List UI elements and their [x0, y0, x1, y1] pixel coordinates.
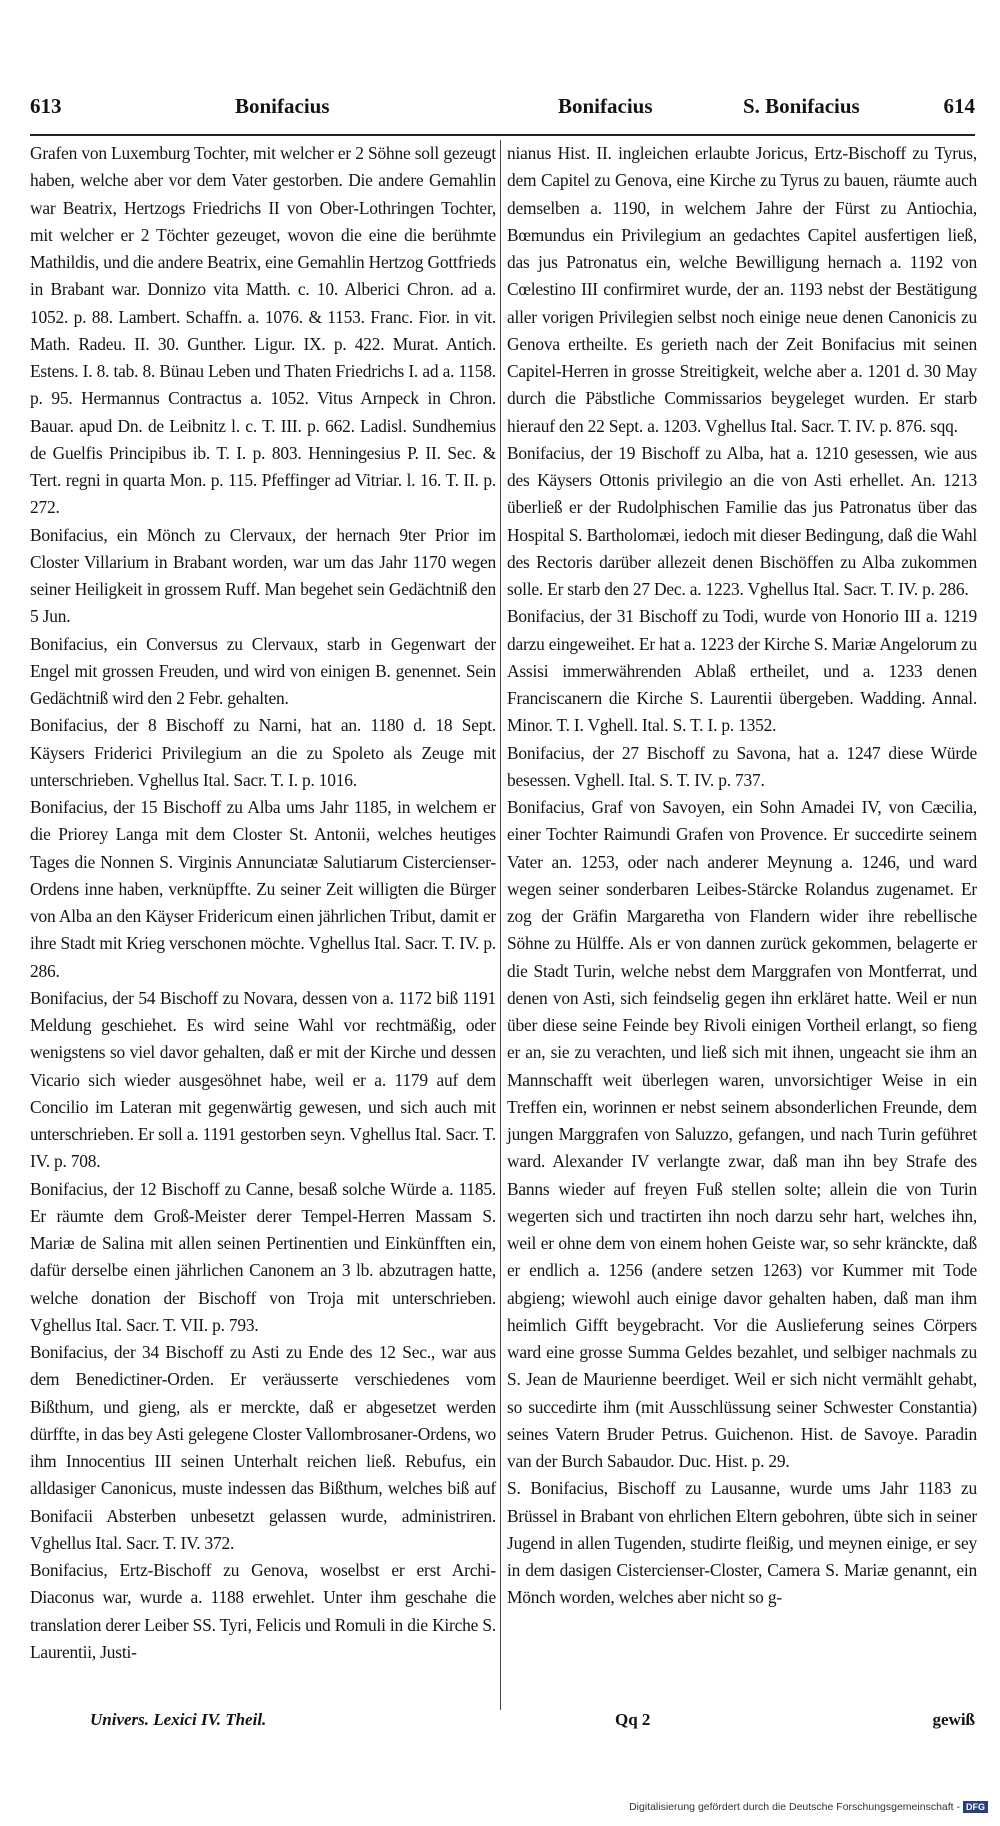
- entry-paragraph: S. Bonifacius, Bischoff zu Lausanne, wurde ums Jahr 1183 zu Brüssel in Brabant von ehrlichen Eltern gebohren, übte sich in seiner Jugend in allen Tugenden, studirte fleißig, und meynen einige, er sey in dem dasigen Cistercienser-Closter, Camera S. Mariæ genannt, ein Mönch worden, welches aber nicht so g-: [507, 1478, 977, 1608]
- entry-paragraph: Bonifacius, der 8 Bischoff zu Narni, hat an. 1180 d. 18 Sept. Käysers Friderici Privilegium an die zu Spoleto als Zeuge mit unterschrieben. Vghellus Ital. Sacr. T. I. p. 1016.: [30, 715, 496, 790]
- page-number-left: 613: [30, 94, 62, 118]
- catchword: gewiß: [932, 1710, 975, 1729]
- entry-paragraph: Bonifacius, ein Mönch zu Clervaux, der hernach 9ter Prior im Closter Villarium in Brabant worden, war um das Jahr 1170 wegen seiner Heiligkeit in grossem Ruff. Man begehet sein Gedächtniß den 5 Jun.: [30, 524, 496, 627]
- header-rule: [30, 134, 975, 136]
- entry-paragraph: Grafen von Luxemburg Tochter, mit welcher er 2 Söhne soll gezeugt haben, welche aber vor dem Vater gestorben. Die andere Gemahlin war Beatrix, Hertzogs Friedrichs II von Ober-Lothringen Tochter, mit welcher er 2 Töchter gezeuget, wovon die eine die berühmte Mathildis, und die andere Beatrix, eine Gemahlin Hertzog Gottfrieds in Brabant war. Donnizo vita Matth. c. 10. Alberici Chron. ad a. 1052. p. 88. Lambert. Schaffn. a. 1076. & 1153. Franc. Fior. in vit. Math. Radeu. II. 30. Gunther. Ligur. IX. p. 422. Murat. Antich. Estens. I. 8. tab. 8. Bünau Leben und Thaten Friedrichs I. ad a. 1158. p. 95. Hermannus Contractus a. 1052. Vitus Arnpeck in Chron. Bauar. apud Dn. de Leibnitz l. c. T. III. p. 662. Ladisl. Sundhemius de Guelfis Principibus ib. T. I. p. 803. Henningesius P. II. Sec. & Tert. regni in quarta Mon. p. 115. Pfeffinger ad Vitriar. l. 16. T. II. p. 272.: [30, 143, 496, 518]
- running-title-right: S. Bonifacius: [743, 94, 860, 118]
- entry-paragraph: Bonifacius, der 15 Bischoff zu Alba ums Jahr 1185, in welchem er die Priorey Langa mit dem Closter St. Antonii, welches heutiges Tages die Nonnen S. Virginis Annunciatæ Salutiarum Cistercienser-Ordens inne haben, verknüpffte. Zu seiner Zeit willigten die Bürger von Alba an den Käyser Fridericum einen jährlichen Tribut, damit er ihre Stadt mit Krieg verschonen möchte. Vghellus Ital. Sacr. T. IV. p. 286.: [30, 797, 496, 981]
- footer-text: Digitalisierung gefördert durch die Deutsche Forschungsgemeinschaft -: [629, 1801, 960, 1813]
- entry-paragraph: Bonifacius, Graf von Savoyen, ein Sohn Amadei IV, von Cæcilia, einer Tochter Raimundi Grafen von Provence. Er succedirte seinem Vater an. 1253, oder nach anderer Meynung a. 1246, und ward wegen seiner sonderbaren Leibes-Stärcke Rolandus zugenamet. Er zog der Gräfin Margaretha von Flandern wider ihre rebellische Söhne zu Hülffe. Als er von dannen zurück gekommen, belagerte er die Stadt Turin, welche nebst dem Marggrafen von Montferrat, und denen von Asti, sich feindselig gegen ihn erkläret hatte. Weil er nun über diese seine Feinde bey Rivoli einigen Vortheil erlangt, so fieng er an, sie zu verachten, und ließ sich mit ihnen, ungeacht sie ihm an Mannschafft weit überlegen waren, unvorsichtiger Weise in ein Treffen ein, worinnen er nebst seinem absonderlichen Freunde, dem jungen Marggrafen von Saluzzo, gefangen, und nach Turin geführet ward. Alexander IV verlangte zwar, daß man ihn bey Strafe des Banns wieder auf freyen Fuß stellen solte; allein die von Turin wegerten sich und tractirten ihn noch darzu sehr hart, welches ihn, weil er ohne dem von einem hohen Geiste war, so sehr kränckte, daß er endlich a. 1256 (andere setzen 1263) vor Kummer mit Tode abgieng; wiewohl auch einige davor gehalten haben, daß man ihm heimlich Gifft beygebracht. Vor die Auslieferung seines Cörpers ward eine grosse Summa Geldes bezahlet, und selbiger nachmals zu S. Jean de Maurienne beerdiget. Weil er sich nicht vermählt gehabt, so succedirte ihm (mit Ausschlüssung seiner Schwester Constantia) seines Vatern Bruder Petrus. Guichenon. Hist. de Savoye. Paradin van der Burch Sabaudor. Duc. Hist. p. 29.: [507, 797, 977, 1471]
- entry-paragraph: Bonifacius, Ertz-Bischoff zu Genova, woselbst er erst Archi-Diaconus war, wurde a. 1188 erwehlet. Unter ihm geschahe die translation derer Leiber SS. Tyri, Felicis und Romuli in die Kirche S. Laurentii, Justi-: [30, 1560, 496, 1662]
- entry-paragraph: Bonifacius, ein Conversus zu Clervaux, starb in Gegenwart der Engel mit grossen Freuden, und wird von einigen B. genennet. Sein Gedächtniß wird den 2 Febr. gehalten.: [30, 633, 496, 708]
- catchline: [30, 1710, 975, 1740]
- running-title-middle: Bonifacius: [558, 94, 653, 118]
- dfg-logo: DFG: [963, 1801, 988, 1813]
- page-number-right: 614: [943, 94, 975, 118]
- entry-paragraph: Bonifacius, der 12 Bischoff zu Canne, besaß solche Würde a. 1185. Er räumte dem Groß-Meister derer Tempel-Herren Massam S. Mariæ de Salina mit allen seinen Pertinentien und Einkünfften ein, dafür derselbe einen jährlichen Canonem an 3 lb. abzutragen hatte, welche donation der Bischoff von Troja mit unterschrieben. Vghellus Ital. Sacr. T. VII. p. 793.: [30, 1178, 496, 1335]
- entry-paragraph: Bonifacius, der 27 Bischoff zu Savona, hat a. 1247 diese Würde besessen. Vghell. Ital. S. T. IV. p. 737.: [507, 742, 977, 790]
- signature-mark: Qq 2: [615, 1710, 651, 1729]
- left-column: [30, 140, 496, 1666]
- entry-paragraph: Bonifacius, der 34 Bischoff zu Asti zu Ende des 12 Sec., war aus dem Benedictiner-Orden. Er veräusserte verschiedenes vom Bißthum, und gieng, als er merckte, daß er abgesetzet werden dürffte, in das bey Asti gelegene Closter Vallombrosaner-Ordens, wo ihm Innocentius III seinen Unterhalt reichen ließ. Rebufus, ein alldasiger Canonicus, muste indessen das Bißthum, welches biß auf Bonifacii Absterben unbesetzt gelassen wurde, administriren. Vghellus Ital. Sacr. T. IV. 372.: [30, 1342, 496, 1553]
- digitization-footer: [629, 1801, 988, 1813]
- volume-footnote: Univers. Lexici IV. Theil.: [90, 1710, 267, 1729]
- entry-paragraph: Bonifacius, der 19 Bischoff zu Alba, hat a. 1210 gesessen, wie aus des Käysers Ottonis privilegio an die von Asti erhellet. An. 1213 überließ er der Rudolphischen Familie das jus Patronatus über das Hospital S. Bartholomæi, iedoch mit dieser Bedingung, daß die Wahl des Rectoris darüber allezeit denen Bischöffen zu Alba zukommen solle. Er starb den 27 Dec. a. 1223. Vghellus Ital. Sacr. T. IV. p. 286.: [507, 442, 977, 599]
- entry-paragraph: nianus Hist. II. ingleichen erlaubte Joricus, Ertz-Bischoff zu Tyrus, dem Capitel zu Genova, eine Kirche zu Tyrus zu bauen, räumte auch demselben a. 1190, in welchem Jahre der Fürst zu Antiochia, Bœmundus ein Privilegium an gedachtes Capitel ausfertigen ließ, das jus Patronatus ein, welche Bewilligung hernach a. 1192 von Cœlestino III confirmiret wurde, der an. 1193 nebst der Bestätigung aller vorigen Privilegien selbst noch einige neue denen Canonicis zu Genova ertheilte. Es gerieth nach der Zeit Bonifacius mit seinen Capitel-Herren in grosse Streitigkeit, welche aber a. 1201 d. 30 May durch die Päbstliche Commissarios beygeleget wurden. Er starb hierauf den 22 Sept. a. 1203. Vghellus Ital. Sacr. T. IV. p. 876. sqq.: [507, 143, 977, 436]
- running-title-left: Bonifacius: [235, 94, 330, 118]
- column-divider: [500, 140, 501, 1710]
- running-header: [30, 88, 975, 132]
- entry-paragraph: Bonifacius, der 54 Bischoff zu Novara, dessen von a. 1172 biß 1191 Meldung geschiehet. Es wird seine Wahl vor rechtmäßig, oder wenigstens so viel davor gehalten, daß er mit der Kirche und dessen Vicario sich wieder ausgesöhnet habe, weil er a. 1179 auf dem Concilio im Lateran mit gegenwärtig gewesen, und sich auch mit unterschrieben. Er soll a. 1191 gestorben seyn. Vghellus Ital. Sacr. T. IV. p. 708.: [30, 987, 496, 1172]
- right-column: [507, 140, 977, 1612]
- entry-paragraph: Bonifacius, der 31 Bischoff zu Todi, wurde von Honorio III a. 1219 darzu eingeweihet. Er hat a. 1223 der Kirche S. Mariæ Angelorum zu Assisi immerwährenden Ablaß ertheilet, und a. 1233 denen Franciscanern die Kirche S. Laurentii übergeben. Wadding. Annal. Minor. T. I. Vghell. Ital. S. T. I. p. 1352.: [507, 606, 977, 736]
